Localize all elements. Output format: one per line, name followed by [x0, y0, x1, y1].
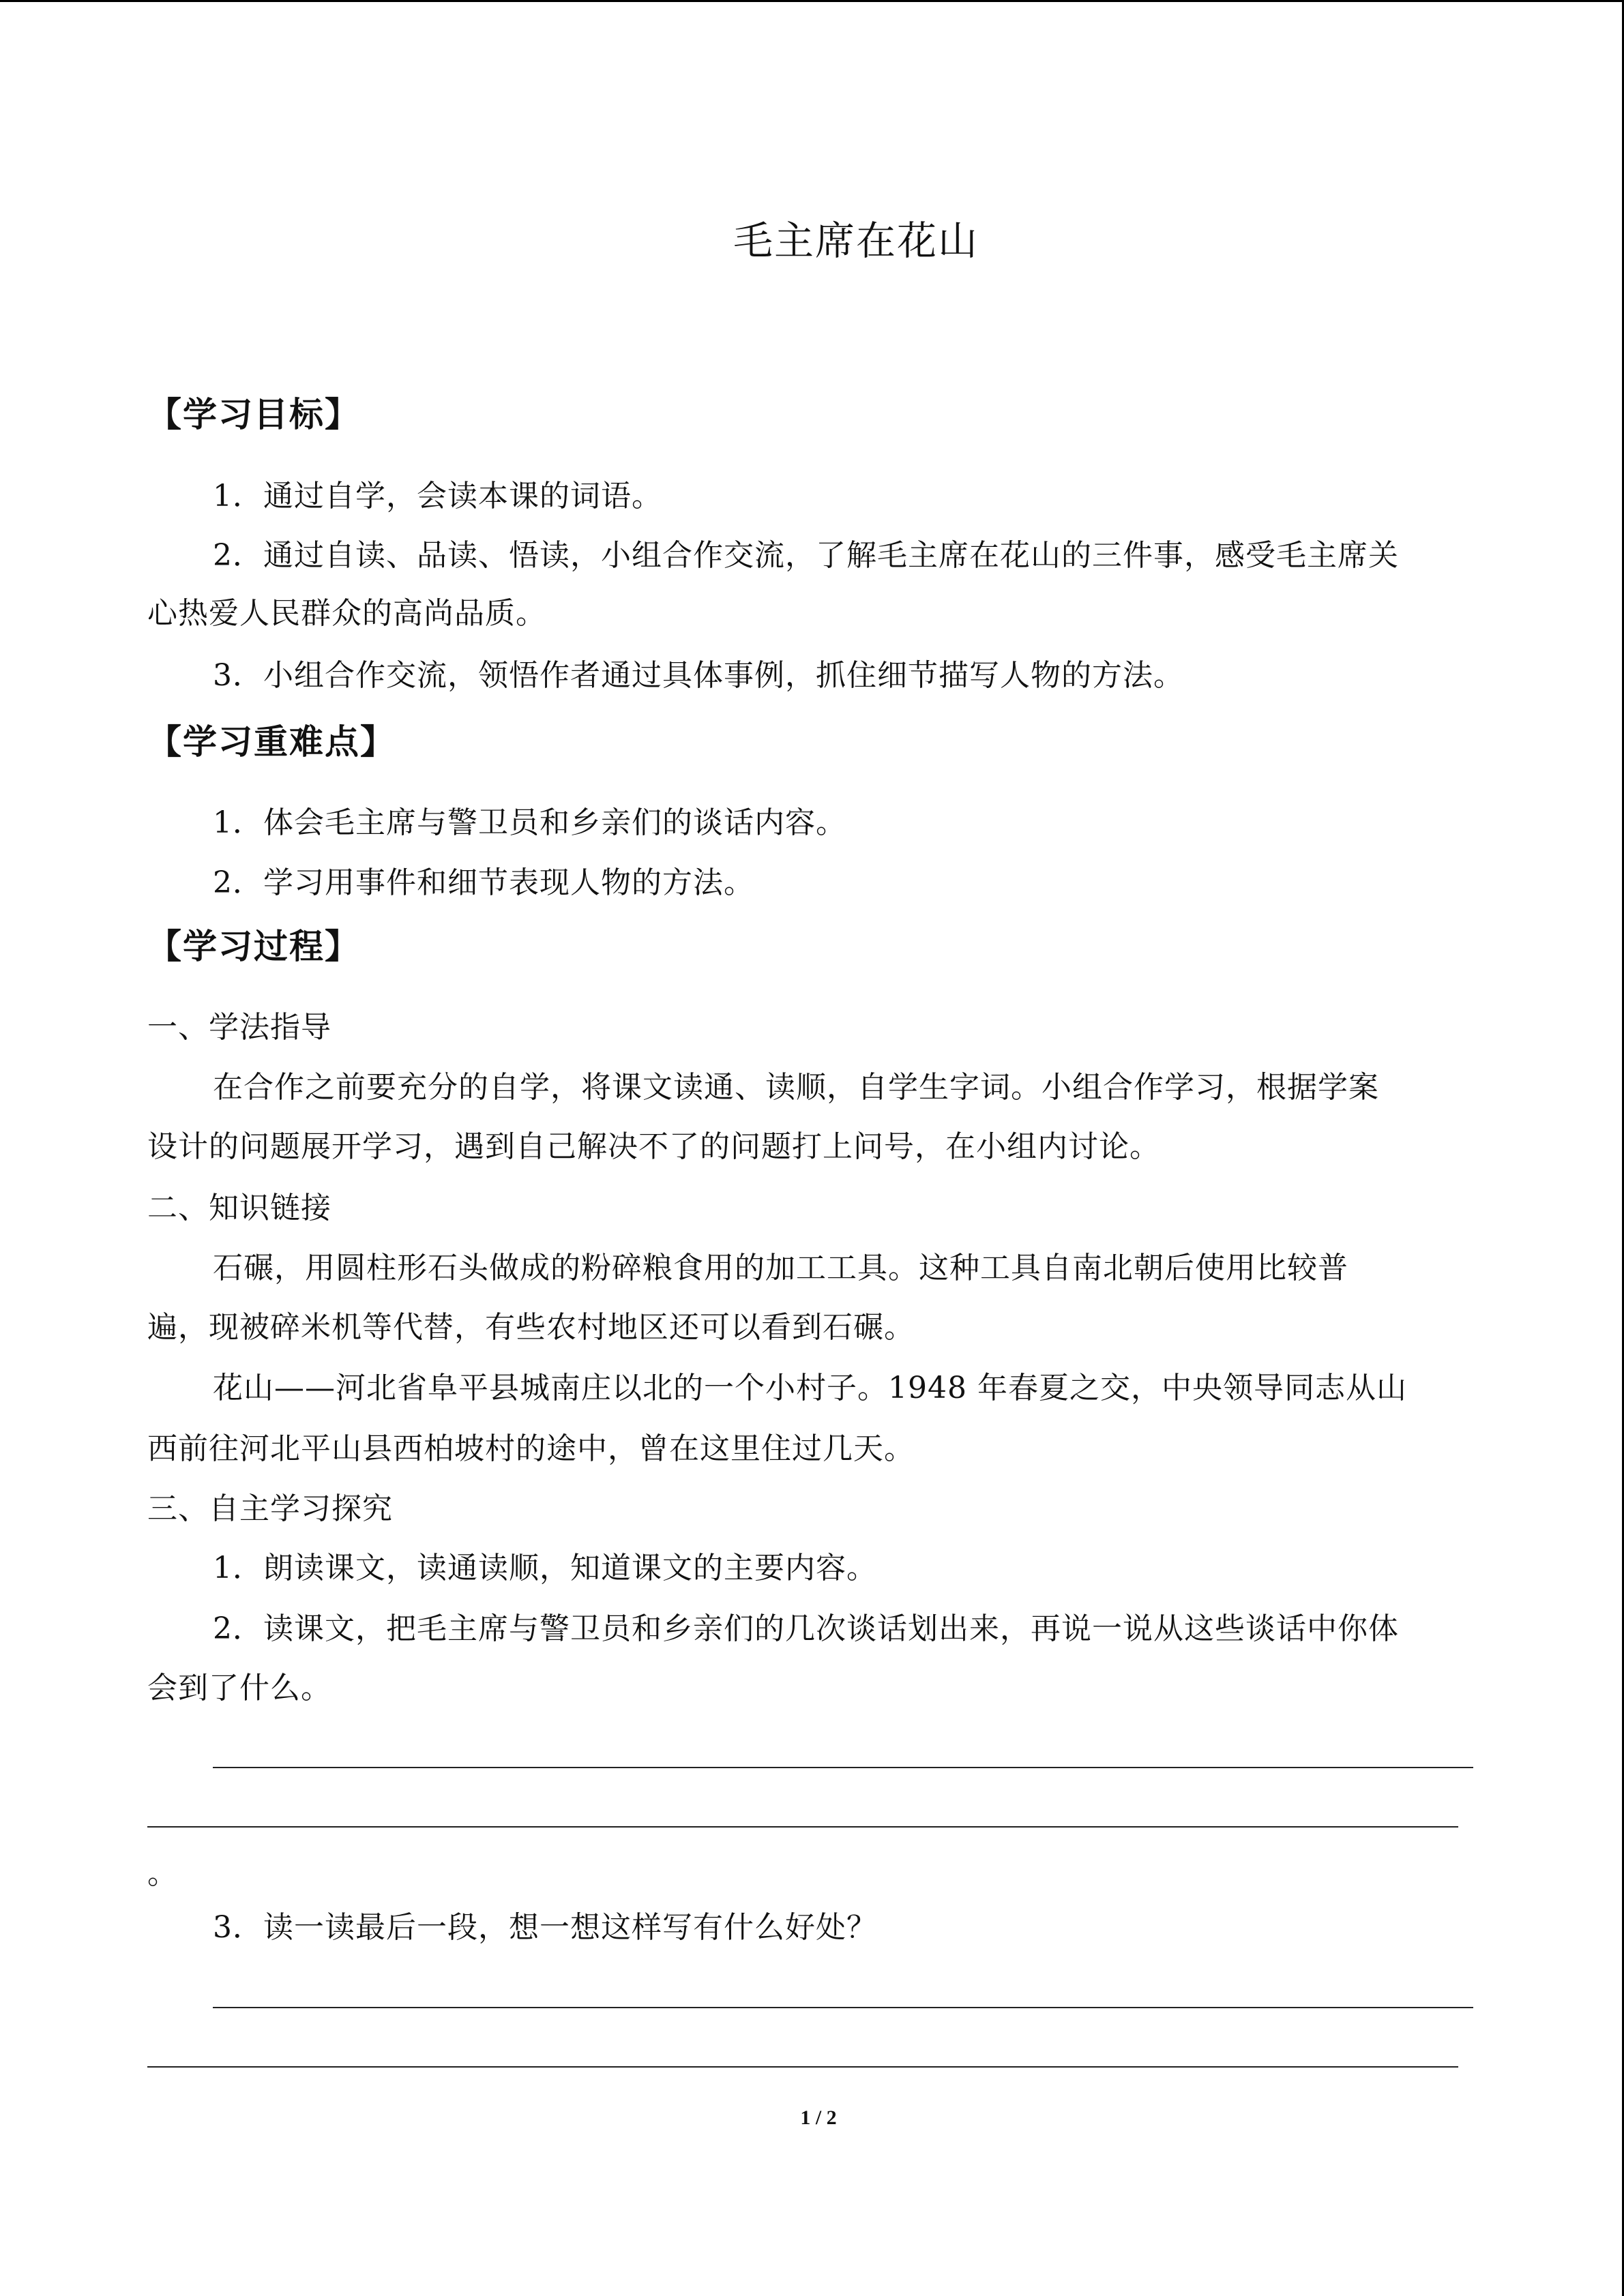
heading-learning-goals: 【学习目标】 [147, 395, 360, 434]
page-border-top [0, 0, 1624, 2]
part1-title: 一、学法指导 [147, 1010, 331, 1045]
part2-p1-line2: 遍，现被碎米机等代替，有些农村地区还可以看到石碾。 [147, 1310, 915, 1345]
goal-item-3: 3．小组合作交流，领悟作者通过具体事例，抓住细节描写人物的方法。 [213, 658, 1184, 693]
question-2-end-mark: 。 [147, 1856, 178, 1891]
heading-learning-process: 【学习过程】 [147, 927, 360, 966]
part1-line1: 在合作之前要充分的自学，将课文读通、读顺，自学生字词。小组合作学习，根据学案 [213, 1070, 1379, 1105]
question-3: 3．读一读最后一段，想一想这样写有什么好处？ [213, 1910, 877, 1945]
answer-line-q2-1 [213, 1767, 1473, 1768]
heading-key-points: 【学习重难点】 [147, 722, 396, 762]
part2-p1-line1: 石碾，用圆柱形石头做成的粉碎粮食用的加工工具。这种工具自南北朝后使用比较普 [213, 1251, 1348, 1285]
goal-item-2-line1: 2．通过自读、品读、悟读，小组合作交流，了解毛主席在花山的三件事，感受毛主席关 [213, 538, 1399, 573]
answer-line-q3-1 [213, 2007, 1473, 2008]
part2-title: 二、知识链接 [147, 1191, 331, 1225]
answer-line-q3-2 [147, 2066, 1458, 2068]
question-1: 1．朗读课文，读通读顺，知道课文的主要内容。 [213, 1551, 877, 1585]
key-point-item-2: 2．学习用事件和细节表现人物的方法。 [213, 865, 754, 900]
question-2-line1: 2．读课文，把毛主席与警卫员和乡亲们的几次谈话划出来，再说一说从这些谈话中你体 [213, 1611, 1399, 1646]
document-title: 毛主席在花山 [733, 218, 979, 264]
part2-p2-line2: 西前往河北平山县西柏坡村的途中，曾在这里住过几天。 [147, 1431, 915, 1466]
part1-line2: 设计的问题展开学习，遇到自己解决不了的问题打上问号，在小组内讨论。 [147, 1129, 1160, 1164]
part2-p2-line1: 花山——河北省阜平县城南庄以北的一个小村子。1948 年春夏之交，中央领导同志从山 [213, 1371, 1407, 1405]
goal-item-2-line2: 心热爱人民群众的高尚品质。 [147, 596, 546, 631]
answer-line-q2-2 [147, 1826, 1458, 1828]
part3-title: 三、自主学习探究 [147, 1491, 393, 1526]
goal-item-1: 1．通过自学，会读本课的词语。 [213, 479, 662, 513]
question-2-line2: 会到了什么。 [147, 1671, 331, 1705]
key-point-item-1: 1．体会毛主席与警卫员和乡亲们的谈话内容。 [213, 805, 846, 840]
page-number: 1 / 2 [800, 2106, 837, 2129]
